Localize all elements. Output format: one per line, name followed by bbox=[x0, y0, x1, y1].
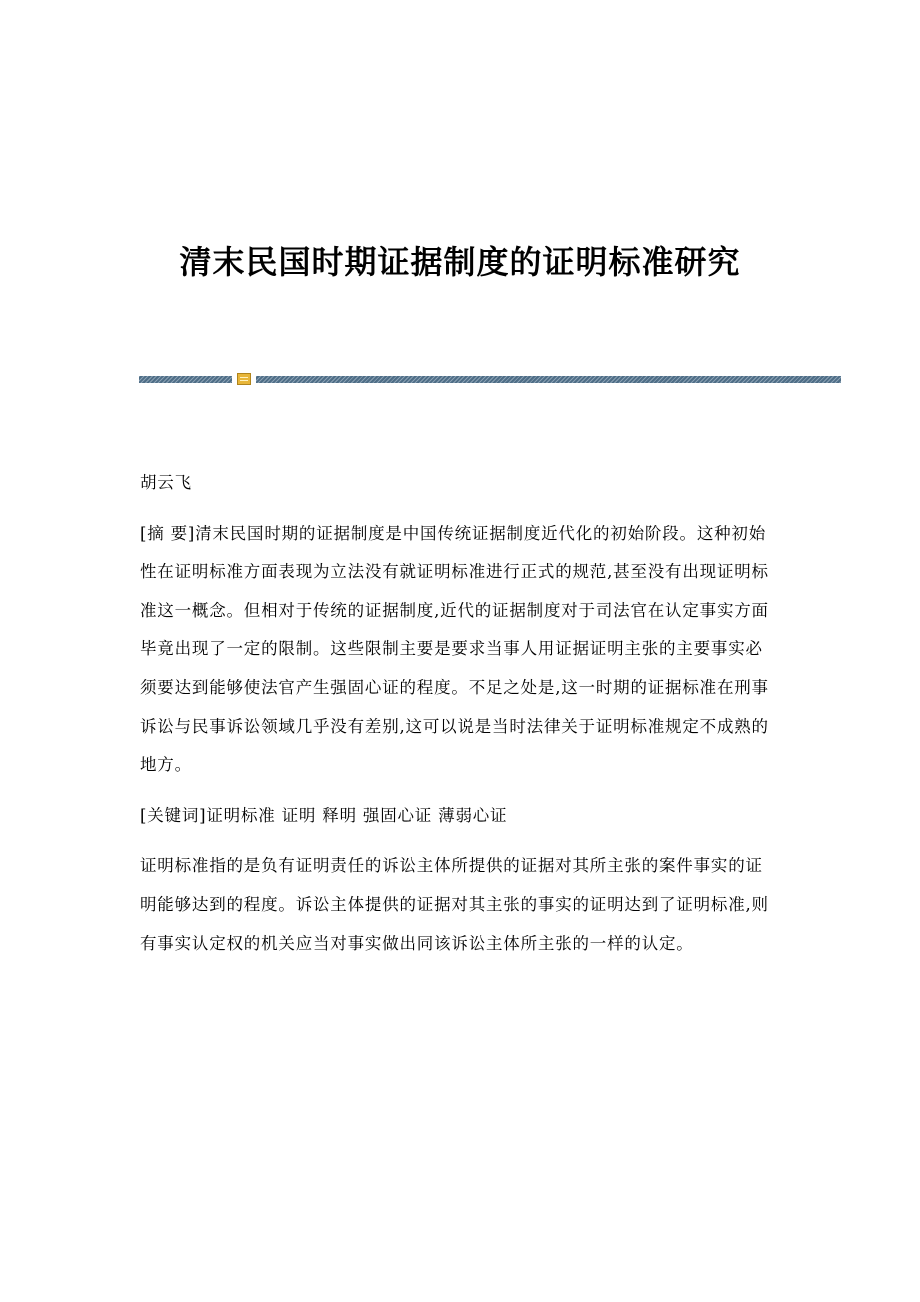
divider-bar-right bbox=[256, 376, 841, 383]
author-name: 胡云飞 bbox=[140, 473, 192, 492]
divider-bar-left bbox=[139, 376, 232, 383]
body-paragraph: 证明标准指的是负有证明责任的诉讼主体所提供的证据对其所主张的案件事实的证明能够达到的程度。诉讼主体提供的证据对其主张的事实的证明达到了证明标准,则有事实认定权的机关应当对事实做出同该诉讼主体所主张的一样的认定。 bbox=[140, 856, 769, 953]
document-body bbox=[140, 464, 780, 963]
abstract-paragraph: [摘 要]清末民国时期的证据制度是中国传统证据制度近代化的初始阶段。这种初始性在证明标准方面表现为立法没有就证明标准进行正式的规范,甚至没有出现证明标准这一概念。但相对于传统的证据制度,近代的证据制度对于司法官在认定事实方面毕竟出现了一定的限制。这些限制主要是要求当事人用证据证明主张的主要事实必须要达到能够使法官产生强固心证的程度。不足之处是,这一时期的证据标准在刑事诉讼与民事诉讼领域几乎没有差别,这可以说是当时法律关于证明标准规定不成熟的地方。 bbox=[140, 523, 769, 775]
document-title: 清末民国时期证据制度的证明标准研究 bbox=[179, 243, 741, 282]
title-divider bbox=[139, 373, 841, 385]
keywords-paragraph: [关键词]证明标准 证明 释明 强固心证 薄弱心证 bbox=[140, 805, 508, 825]
divider-ornament-icon bbox=[237, 373, 251, 385]
